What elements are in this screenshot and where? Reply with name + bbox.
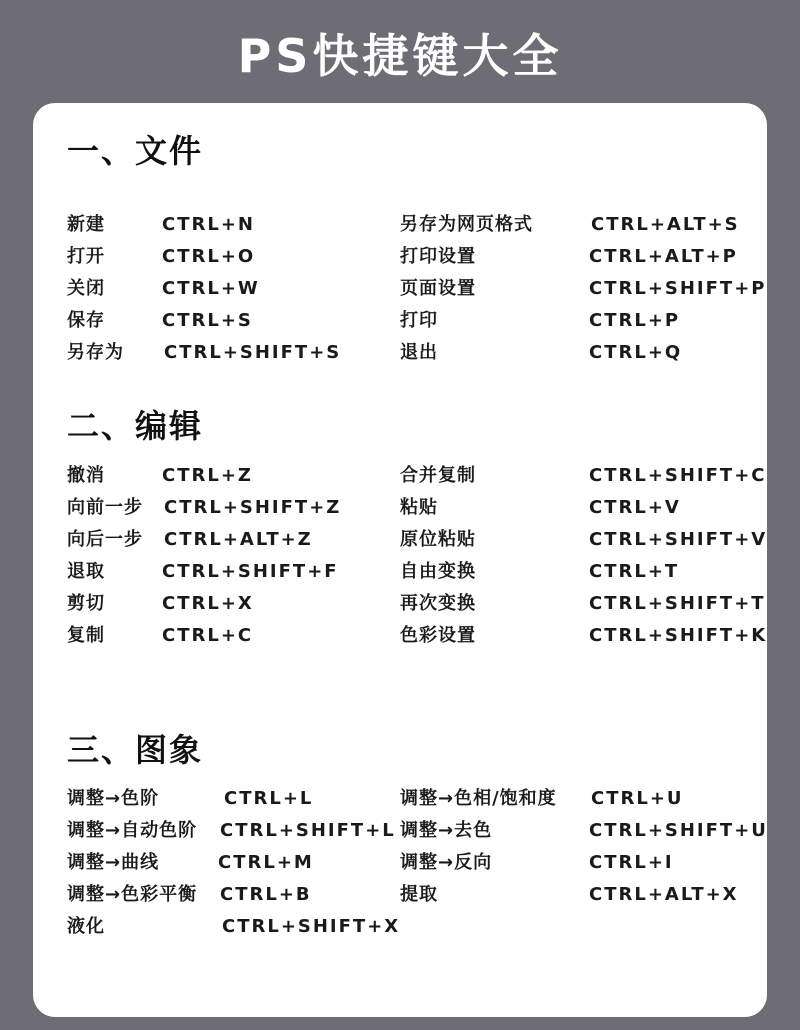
item-label: 新建 bbox=[67, 214, 105, 235]
list-item bbox=[400, 783, 760, 815]
item-label: 剪切 bbox=[67, 593, 105, 614]
item-shortcut: CTRL+B bbox=[220, 884, 312, 905]
item-label: 调整→色阶 bbox=[67, 788, 160, 809]
item-label: 调整→色彩平衡 bbox=[67, 884, 198, 905]
item-shortcut: CTRL+X bbox=[162, 593, 254, 614]
item-shortcut: CTRL+S bbox=[162, 310, 253, 331]
item-label: 打印设置 bbox=[400, 246, 476, 267]
item-label: 调整→曲线 bbox=[67, 852, 160, 873]
item-label: 原位粘贴 bbox=[400, 529, 476, 550]
item-label: 合并复制 bbox=[400, 465, 476, 486]
item-label: 液化 bbox=[67, 916, 105, 937]
list-item bbox=[400, 337, 760, 369]
list-item bbox=[400, 209, 760, 241]
item-shortcut: CTRL+SHIFT+T bbox=[589, 593, 766, 614]
item-shortcut: CTRL+O bbox=[162, 246, 256, 267]
list-item bbox=[67, 209, 387, 241]
list-item bbox=[67, 305, 387, 337]
list-item bbox=[67, 492, 387, 524]
section-title: 二、编辑 bbox=[67, 407, 204, 445]
item-label: 再次变换 bbox=[400, 593, 476, 614]
item-label: 色彩设置 bbox=[400, 625, 476, 646]
item-label: 向前一步 bbox=[67, 497, 143, 518]
list-item bbox=[400, 879, 760, 911]
list-item bbox=[67, 556, 387, 588]
item-shortcut: CTRL+ALT+X bbox=[589, 884, 739, 905]
item-label: 调整→去色 bbox=[400, 820, 493, 841]
item-label: 调整→色相/饱和度 bbox=[400, 788, 557, 809]
item-label: 打印 bbox=[400, 310, 438, 331]
item-label: 提取 bbox=[400, 884, 438, 905]
list-item bbox=[67, 241, 387, 273]
item-label: 保存 bbox=[67, 310, 105, 331]
item-shortcut: CTRL+SHIFT+L bbox=[220, 820, 396, 841]
list-item bbox=[67, 620, 387, 652]
item-shortcut: CTRL+Z bbox=[162, 465, 253, 486]
list-item bbox=[400, 492, 760, 524]
item-shortcut: CTRL+P bbox=[589, 310, 681, 331]
list-item bbox=[67, 911, 401, 943]
item-shortcut: CTRL+ALT+S bbox=[591, 214, 740, 235]
item-label: 调整→反向 bbox=[400, 852, 493, 873]
list-item bbox=[67, 879, 397, 911]
list-item bbox=[400, 556, 760, 588]
item-shortcut: CTRL+V bbox=[589, 497, 681, 518]
item-label: 向后一步 bbox=[67, 529, 143, 550]
section-title: 一、文件 bbox=[67, 132, 204, 170]
list-item bbox=[400, 524, 768, 556]
item-shortcut: CTRL+M bbox=[218, 852, 314, 873]
list-item bbox=[400, 815, 768, 847]
item-shortcut: CTRL+Q bbox=[589, 342, 683, 363]
item-shortcut: CTRL+SHIFT+V bbox=[589, 529, 768, 550]
item-shortcut: CTRL+L bbox=[224, 788, 314, 809]
item-shortcut: CTRL+SHIFT+P bbox=[589, 278, 767, 299]
list-item bbox=[400, 588, 766, 620]
list-item bbox=[67, 273, 387, 305]
item-shortcut: CTRL+SHIFT+K bbox=[589, 625, 768, 646]
item-shortcut: CTRL+SHIFT+Z bbox=[164, 497, 342, 518]
list-item bbox=[67, 337, 387, 369]
shortcut-card bbox=[33, 103, 767, 1017]
item-shortcut: CTRL+ALT+P bbox=[589, 246, 738, 267]
item-label: 关闭 bbox=[67, 278, 105, 299]
item-shortcut: CTRL+U bbox=[591, 788, 684, 809]
list-item bbox=[400, 460, 767, 492]
item-label: 另存为 bbox=[67, 342, 124, 363]
item-label: 另存为网页格式 bbox=[400, 214, 533, 235]
list-item bbox=[67, 588, 387, 620]
item-shortcut: CTRL+T bbox=[589, 561, 680, 582]
list-item bbox=[67, 524, 387, 556]
item-shortcut: CTRL+SHIFT+C bbox=[589, 465, 767, 486]
item-shortcut: CTRL+C bbox=[162, 625, 254, 646]
item-shortcut: CTRL+SHIFT+S bbox=[164, 342, 342, 363]
item-shortcut: CTRL+SHIFT+X bbox=[222, 916, 401, 937]
item-shortcut: CTRL+W bbox=[162, 278, 260, 299]
list-item bbox=[400, 620, 768, 652]
item-shortcut: CTRL+N bbox=[162, 214, 255, 235]
item-label: 粘贴 bbox=[400, 497, 438, 518]
item-label: 撤消 bbox=[67, 465, 105, 486]
item-shortcut: CTRL+SHIFT+F bbox=[162, 561, 339, 582]
section-title: 三、图象 bbox=[67, 731, 204, 769]
list-item bbox=[400, 273, 767, 305]
item-shortcut: CTRL+SHIFT+U bbox=[589, 820, 768, 841]
list-item bbox=[67, 815, 397, 847]
item-label: 退取 bbox=[67, 561, 105, 582]
item-label: 页面设置 bbox=[400, 278, 476, 299]
page-title: PS快捷键大全 bbox=[237, 29, 563, 83]
item-label: 自由变换 bbox=[400, 561, 476, 582]
list-item bbox=[400, 305, 760, 337]
list-item bbox=[67, 460, 387, 492]
item-shortcut: CTRL+I bbox=[589, 852, 674, 873]
list-item bbox=[67, 847, 397, 879]
list-item bbox=[67, 783, 397, 815]
item-label: 复制 bbox=[67, 625, 105, 646]
item-label: 退出 bbox=[400, 342, 438, 363]
list-item bbox=[400, 847, 760, 879]
item-label: 打开 bbox=[67, 246, 105, 267]
list-item bbox=[400, 241, 760, 273]
item-label: 调整→自动色阶 bbox=[67, 820, 198, 841]
item-shortcut: CTRL+ALT+Z bbox=[164, 529, 313, 550]
